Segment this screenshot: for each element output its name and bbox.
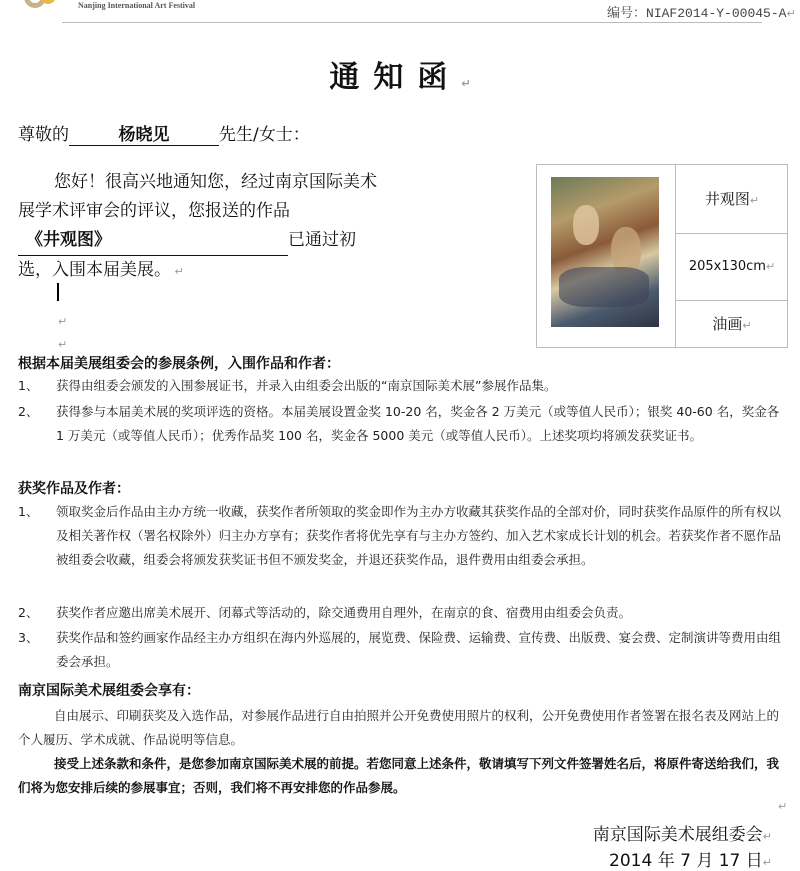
section2-heading: 获奖作品及作者： xyxy=(18,481,130,497)
section2-item: 3、 获奖作品和签约画家作品经主办方组织在海内外巡展的，展览费、保险费、运输费、宣传费、出版费、宴会费、定制演讲等费用由组委会承担。 xyxy=(18,630,782,669)
section1-heading: 根据本届美展组委会的参展条例，入围作品和作者： xyxy=(18,356,340,372)
festival-name: Nanjing International Art Festival xyxy=(78,1,196,10)
artwork-image xyxy=(551,177,659,327)
greeting-suffix: 先生/女士： xyxy=(219,125,310,145)
signature-date: 2014 年 7 月 17 日↵ xyxy=(609,851,772,871)
intro-paragraph: 您好！很高兴地通知您，经过南京国际美术展学术评审会的评议，您报送的作品《井观图》 已通过初选，入围本届美展。 ↵ xyxy=(18,172,377,280)
serial-label: 编号 xyxy=(607,6,634,21)
closing-statement: 接受上述条款和条件，是您参加南京国际美术展的前提。若您同意上述条件，敬请填写下列文件签署姓名后，将原件寄送给我们，我们将为您安排后续的参展事宜；否则，我们将不再安排您的作品参展。 xyxy=(18,756,780,795)
paragraph-mark: ↵ xyxy=(58,338,68,351)
artwork-title: 井观图↵ xyxy=(676,165,788,234)
section2-item: 2、 获奖作者应邀出席美术展开、闭幕式等活动的，除交通费用自理外，在南京的食、宿费用由组委会负责。 xyxy=(18,605,632,620)
text-cursor xyxy=(57,283,59,301)
paragraph-mark: ↵ xyxy=(778,800,788,813)
work-title: 《井观图》 xyxy=(18,226,288,256)
intro-line1: 您好！很高兴地通知您，经过南京国际美术展学术评审会的评议，您报送的作品 xyxy=(18,172,377,221)
section1-item: 2、 获得参与本届美术展的奖项评选的资格。本届美展设置金奖 10-20 名，奖金各 2 万美元（或等值人民币）；银奖 40-60 名，奖金各 1 万美元（或等值人民币）；优秀作品奖 100 名，奖金各 5000 美元（或等值人民币）。上述奖项均将颁发获奖证书。 xyxy=(18,404,780,443)
artwork-table xyxy=(536,164,788,348)
serial-value: NIAF2014-Y-00045-A xyxy=(646,6,787,21)
artwork-photo-cell xyxy=(537,165,676,347)
intro-line2: 已通过初选，入围本届美展。 xyxy=(18,230,356,280)
section2-item: 1、 领取奖金后作品由主办方统一收藏，获奖作者所领取的奖金即作为主办方收藏其获奖作品的全部对价，同时获奖作品原件的所有权以及相关著作权（署名权除外）归主办方享有；获奖作者将优先享有与主办方签约、加入艺术家成长计划的机会。若获奖作者不愿作品被组委会收藏，组委会将颁发获奖证书但不颁发奖金，并退还获奖作品，退件费用由组委会承担。 xyxy=(18,504,782,567)
page-title: 通知函↵ xyxy=(329,60,471,95)
paragraph-mark: ↵ xyxy=(58,315,68,328)
artwork-size: 205x130cm↵ xyxy=(676,234,788,301)
section3-heading: 南京国际美术展组委会享有： xyxy=(18,683,200,699)
artwork-medium: 油画↵ xyxy=(712,315,752,333)
signature-org: 南京国际美术展组委会↵ xyxy=(592,825,772,845)
greeting xyxy=(18,120,310,146)
section3-text: 自由展示、印刷获奖及入选作品，对参展作品进行自由拍照并公开免费使用照片的权利，公开免费使用作者签署在报名表及网站上的个人履历、学术成就、作品说明等信息。 xyxy=(18,708,780,747)
section1-item: 1、 获得由组委会颁发的入围参展证书，并录入由组委会出版的“南京国际美术展”参展作品集。 xyxy=(18,378,557,393)
serial-number: 编号：NIAF2014-Y-00045-A↵ xyxy=(607,6,796,21)
header-divider xyxy=(62,22,762,23)
recipient-name: 杨晓见 xyxy=(69,120,219,146)
greeting-prefix: 尊敬的 xyxy=(18,125,69,145)
